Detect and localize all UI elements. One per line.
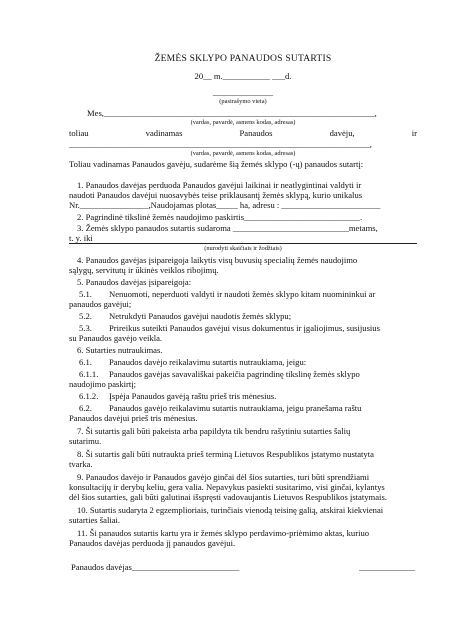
toliau-word: toliau <box>69 128 89 138</box>
clause-5-3 <box>69 323 417 333</box>
clause-9-line-2: konsultacijų ir derybų keliu, gera valia. Nepavykus pasiekti susitarimo, visi ginčai, kylantys <box>69 482 385 492</box>
clause-text: Prireikus suteikti Panaudos gavėjui visus dokumentus ir įgaliojimus, susijusius <box>109 323 380 333</box>
clause-6: 6. Sutarties nutraukimas. <box>77 345 163 355</box>
clause-8-line-1: 8. Ši sutartis gali būti nutraukta prieš terminą Lietuvos Respublikos įstatymo nustatyta <box>77 449 374 459</box>
clause-text: Panaudos davėjo reikalavimu sutartis nutraukiama, jeigu: <box>109 357 307 367</box>
clause-5-1 <box>69 289 417 299</box>
clause-text: Įspėja Panaudos gavėją raštu prieš tris mėnesius. <box>109 391 277 401</box>
clause-5: 5. Panaudos davėjas įsipareigoja: <box>77 277 192 287</box>
clause-text: Netrukdyti Panaudos gavėjui naudotis žemės sklypu; <box>109 311 292 321</box>
document-title: ŽEMĖS SKLYPO PANAUDOS SUTARTIS <box>154 53 332 64</box>
clause-2: 2. Pagrindinė tikslinė žemės naudojimo paskirtis___________________________. <box>77 212 363 222</box>
clause-3: 3. Žemės sklypo panaudos sutartis sudaroma ___________________________metams, <box>77 223 378 233</box>
clause-6-2-line-2: Panaudos davėjui prieš tris mėnesius. <box>69 413 198 423</box>
clause-5-1-line-2: panaudos gavėjui; <box>69 299 132 309</box>
clause-8-line-2: tvarka. <box>69 459 93 469</box>
clause-10-line-1: 10. Sutartis sudaryta 2 egzemplioriais, turinčiais vienodą teisinę galią, atskirai kiekvienai <box>77 505 384 515</box>
toliau-line <box>69 128 417 138</box>
place-caption: (pasirašymo vieta) <box>219 98 267 105</box>
clause-6-1-1 <box>69 369 417 379</box>
signature-label: Panaudos davėjas_________________________ <box>71 562 240 572</box>
clause-11-line-2: Panaudos davėjas perduoda jį panaudos gavėjui. <box>69 538 236 548</box>
mes-line: Mes,_______________________________________________________________, <box>87 108 377 118</box>
clause-3-caption: (nurodyti skaičiais ir žodžiais) <box>204 245 282 252</box>
clause-1-line-2: naudoti Panaudos davėjui nuosavybės teise priklausantį žemės sklypą, kurio unikalus <box>69 190 363 200</box>
clause-6-1-1-line-2: naudojimo paskirtį; <box>69 379 137 389</box>
clause-6-1 <box>69 357 417 367</box>
daveju-word: davėju, <box>329 128 355 138</box>
vadinamas-word: vadinamas <box>145 128 183 138</box>
date-line: 20__ m.___________ ___d. <box>194 71 292 81</box>
clause-text: Panaudos gavėjas savavališkai pakeičia pagrindinę tikslinę žemės sklypo <box>109 369 360 379</box>
place-blank: ______________ <box>212 87 274 97</box>
clause-3-rule <box>69 243 417 244</box>
clause-number: 6.1.2. <box>79 391 99 401</box>
clause-number: 6.1. <box>79 357 92 367</box>
clause-number: 5.2. <box>79 311 92 321</box>
clause-6-2 <box>69 403 417 413</box>
clause-6-1-2 <box>69 391 417 401</box>
signature-row <box>69 562 417 572</box>
clause-11-line-1: 11. Ši panaudos sutartis kartu yra ir žemės sklypo perdavimo-priėmimo aktas, kuriuo <box>77 528 370 538</box>
clause-3-line-2: t. y. iki <box>69 233 93 243</box>
clause-7-line-1: 7. Ši sutartis gali būti pakeista arba papildyta tik bendru rašytiniu sutarties šalių <box>77 426 351 436</box>
intro-line: Toliau vadinamas Panaudos gavėju, sudarėme šią žemės sklypo (-ų) panaudos sutartį: <box>69 159 364 169</box>
borrower-caption: (vardas, pavardė, asmens kodas, adresas) <box>190 150 296 157</box>
clause-number: 6.2. <box>79 403 92 413</box>
clause-4-line-2: sąlygų, servitutų ir ūkinės veiklos ribojimų. <box>69 265 219 275</box>
clause-text: Nenuomoti, neperduoti valdyti ir naudoti žemės sklypo kitam nuomininkui ar <box>109 289 376 299</box>
clause-number: 5.1. <box>79 289 92 299</box>
clause-1-line-1: 1. Panaudos davėjas perduoda Panaudos gavėjui laikinai ir neatlygintinai valdyti ir <box>77 180 362 190</box>
clause-7-line-2: sutarimu. <box>69 436 102 446</box>
ir-word: ir <box>411 128 417 138</box>
clause-1-line-3: Nr.________________,Naudojamas plotas_____ ha, adresu : _______________________ <box>69 200 381 210</box>
clause-number: 5.3. <box>79 323 92 333</box>
panaudos-word: Panaudos <box>239 128 273 138</box>
clause-5-3-line-2: su Panaudos gavėjo veikla. <box>69 333 163 343</box>
signature-blank: _____________ <box>359 562 415 572</box>
lender-caption: (vardas, pavardė, asmens kodas, adresas) <box>190 119 296 126</box>
clause-4-line-1: 4. Panaudos gavėjas įsipareigoja laikytis visų buvusių specialių žemės naudojimo <box>77 255 358 265</box>
clause-9-line-1: 9. Panaudos davėjo ir Panaudos gavėjo ginčai dėl šios sutarties, turi būti sprendžiami <box>77 472 370 482</box>
borrower-blank: ______________________________________________________________________, <box>69 139 372 149</box>
clause-number: 6.1.1. <box>79 369 99 379</box>
clause-text: Panaudos gavėjo reikalavimu sutartis nutraukiama, jeigu pranešama raštu <box>109 403 362 413</box>
clause-10-line-2: sutarties šaliai. <box>69 515 121 525</box>
clause-9-line-3: dėl šios sutarties, gali būti galutinai išspręsti vadovaujantis Lietuvos Respublikos įstatymais. <box>69 492 387 502</box>
clause-5-2 <box>69 311 417 321</box>
